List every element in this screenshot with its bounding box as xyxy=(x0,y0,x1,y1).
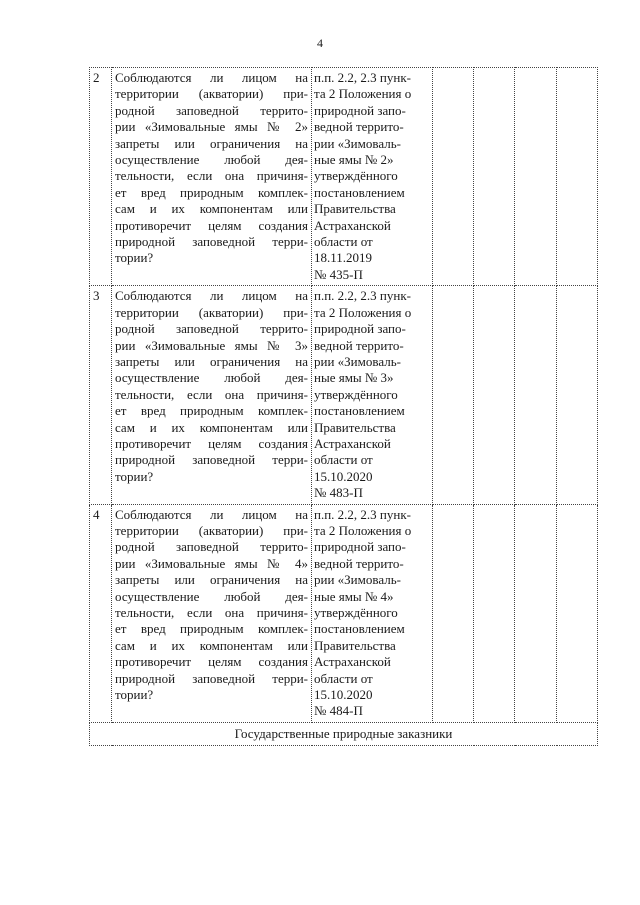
reference-line: Правительства xyxy=(314,201,396,217)
question-line: запреты или ограничения на xyxy=(115,572,308,588)
question-line: тории? xyxy=(115,468,154,484)
reference-line: ные ямы № 3» xyxy=(314,370,394,386)
reference-line: постановлением xyxy=(314,621,405,637)
page-number: 4 xyxy=(317,36,323,50)
question-line: Соблюдаются ли лицом на xyxy=(115,70,308,85)
reference-line: п.п. 2.2, 2.3 пунк- xyxy=(314,288,411,304)
reference-line: № 435-П xyxy=(314,266,363,282)
empty-answer-cell xyxy=(515,504,557,722)
empty-answer-cell xyxy=(474,68,515,286)
empty-answer-cell xyxy=(557,68,598,286)
question-line: тельности, если она причиня- xyxy=(115,168,308,184)
question-cell xyxy=(112,68,312,286)
checklist-table xyxy=(89,67,598,746)
reference-line: ведной террито- xyxy=(314,119,404,135)
question-line: территории (акватории) при- xyxy=(115,522,308,538)
reference-line: Астраханской xyxy=(314,217,391,233)
reference-line: п.п. 2.2, 2.3 пунк- xyxy=(314,506,411,522)
question-line: рии «Зимовальные ямы № 3» xyxy=(115,337,308,353)
reference-line: рии «Зимоваль- xyxy=(314,353,401,369)
question-line: территории (акватории) при- xyxy=(115,304,308,320)
empty-answer-cell xyxy=(557,286,598,504)
reference-line: утверждённого xyxy=(314,386,398,402)
section-heading: Государственные природные заказники xyxy=(90,722,598,745)
question-cell xyxy=(112,286,312,504)
empty-answer-cell xyxy=(515,286,557,504)
question-line: осуществление любой дея- xyxy=(115,152,308,168)
question-line: ет вред природным комплек- xyxy=(115,184,308,200)
question-cell xyxy=(112,504,312,722)
question-line: ет вред природным комплек- xyxy=(115,621,308,637)
reference-line: природной запо- xyxy=(314,321,406,337)
table-row xyxy=(90,286,598,504)
reference-line: рии «Зимоваль- xyxy=(314,572,401,588)
question-line: противоречит целям создания xyxy=(115,435,308,451)
reference-line: Правительства xyxy=(314,419,396,435)
row-number: 2 xyxy=(90,68,112,286)
reference-line: рии «Зимоваль- xyxy=(314,135,401,151)
reference-line: 15.10.2020 xyxy=(314,468,373,484)
reference-line: п.п. 2.2, 2.3 пунк- xyxy=(314,70,411,85)
question-line: родной заповедной террито- xyxy=(115,321,308,337)
reference-line: утверждённого xyxy=(314,605,398,620)
table-row xyxy=(90,68,598,286)
question-line: тельности, если она причиня- xyxy=(115,386,308,402)
question-line: природной заповедной терри- xyxy=(115,670,308,686)
question-line: сам и их компонентам или xyxy=(115,637,308,653)
reference-line: постановлением xyxy=(314,403,405,419)
reference-line: природной запо- xyxy=(314,102,406,118)
question-line: осуществление любой дея- xyxy=(115,370,308,386)
reference-line: 15.10.2020 xyxy=(314,687,373,703)
table-row xyxy=(90,504,598,722)
table-body xyxy=(90,68,598,723)
question-line: Соблюдаются ли лицом на xyxy=(115,288,308,304)
reference-line: 18.11.2019 xyxy=(314,250,373,266)
question-line: родной заповедной террито- xyxy=(115,102,308,118)
question-line: запреты или ограничения на xyxy=(115,353,308,369)
empty-answer-cell xyxy=(515,68,557,286)
reference-line: ные ямы № 2» xyxy=(314,152,394,168)
section-heading-row xyxy=(90,722,598,745)
legal-reference-cell xyxy=(312,286,433,504)
question-line: Соблюдаются ли лицом на xyxy=(115,506,308,522)
question-line: рии «Зимовальные ямы № 2» xyxy=(115,119,308,135)
question-line: природной заповедной терри- xyxy=(115,452,308,468)
empty-answer-cell xyxy=(474,286,515,504)
question-line: природной заповедной терри- xyxy=(115,234,308,250)
reference-line: области от xyxy=(314,670,373,686)
question-line: рии «Зимовальные ямы № 4» xyxy=(115,555,308,571)
reference-line: № 484-П xyxy=(314,703,363,719)
legal-reference-cell xyxy=(312,504,433,722)
empty-answer-cell xyxy=(474,504,515,722)
reference-line: постановлением xyxy=(314,184,405,200)
row-number: 4 xyxy=(90,504,112,722)
empty-answer-cell xyxy=(557,504,598,722)
reference-line: природной запо- xyxy=(314,539,406,555)
question-line: тории? xyxy=(115,687,154,703)
question-line: сам и их компонентам или xyxy=(115,201,308,217)
question-line: тории? xyxy=(115,250,154,266)
question-line: осуществление любой дея- xyxy=(115,588,308,604)
reference-line: Астраханской xyxy=(314,435,391,451)
reference-line: области от xyxy=(314,234,373,250)
legal-reference-cell xyxy=(312,68,433,286)
reference-line: ведной террито- xyxy=(314,337,404,353)
question-line: родной заповедной террито- xyxy=(115,539,308,555)
question-line: противоречит целям создания xyxy=(115,654,308,670)
question-line: противоречит целям создания xyxy=(115,217,308,233)
empty-answer-cell xyxy=(433,68,474,286)
question-line: территории (акватории) при- xyxy=(115,86,308,102)
row-number: 3 xyxy=(90,286,112,504)
reference-line: утверждённого xyxy=(314,168,398,184)
question-line: тельности, если она причиня- xyxy=(115,605,308,620)
reference-line: Астраханской xyxy=(314,654,391,670)
question-line: запреты или ограничения на xyxy=(115,135,308,151)
question-line: ет вред природным комплек- xyxy=(115,403,308,419)
reference-line: ные ямы № 4» xyxy=(314,588,394,604)
reference-line: области от xyxy=(314,452,373,468)
reference-line: № 483-П xyxy=(314,485,363,501)
reference-line: Правительства xyxy=(314,637,396,653)
question-line: сам и их компонентам или xyxy=(115,419,308,435)
reference-line: ведной террито- xyxy=(314,555,404,571)
reference-line: та 2 Положения о xyxy=(314,522,412,538)
reference-line: та 2 Положения о xyxy=(314,86,412,102)
empty-answer-cell xyxy=(433,504,474,722)
reference-line: та 2 Положения о xyxy=(314,304,412,320)
empty-answer-cell xyxy=(433,286,474,504)
